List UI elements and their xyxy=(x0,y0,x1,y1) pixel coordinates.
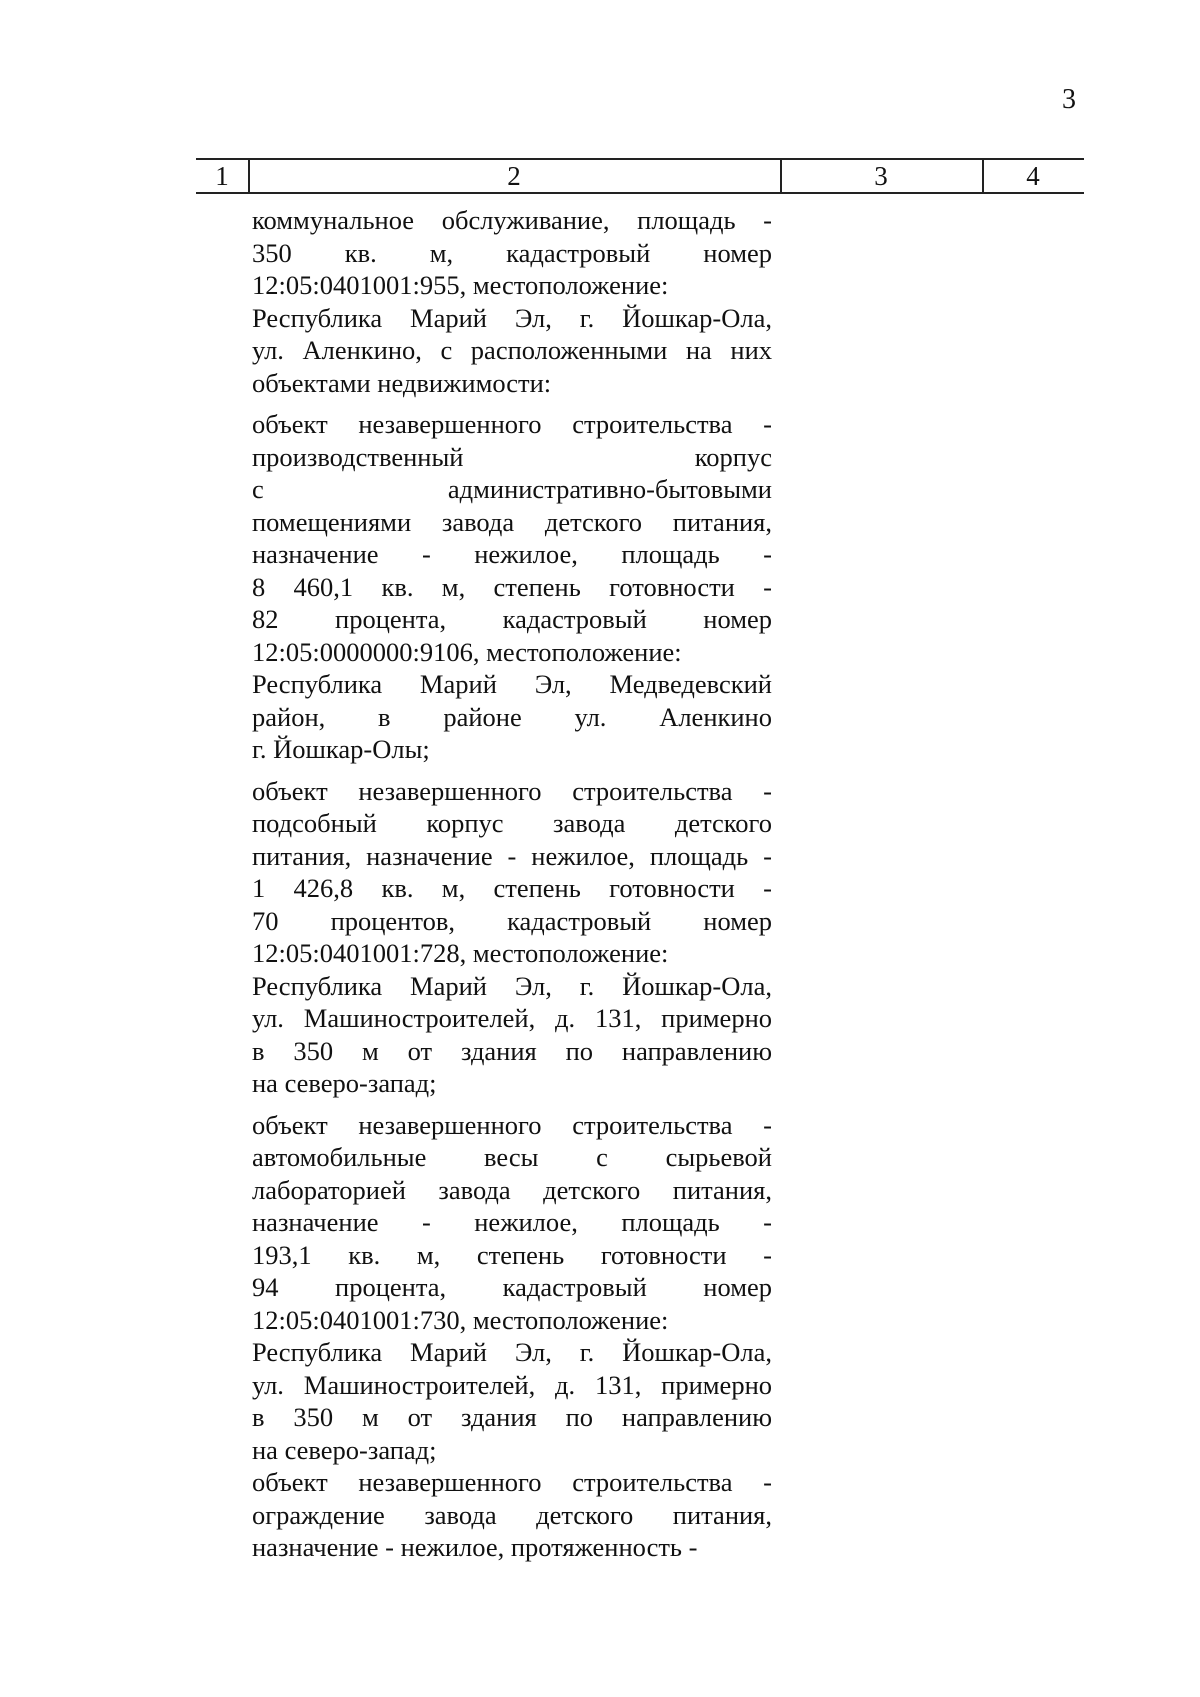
text-line: в 350 м от здания по направлению xyxy=(252,1035,772,1066)
column-header-3: 3 xyxy=(874,161,888,191)
text-line: 193,1 кв. м, степень готовности - xyxy=(252,1239,772,1270)
text-line: объектами недвижимости: xyxy=(252,367,552,398)
text-line: с административно-бытовыми xyxy=(252,474,772,504)
table-header xyxy=(196,158,1084,194)
text-line: 82 процента, кадастровый номер xyxy=(252,604,772,634)
text-line: назначение - нежилое, протяженность - xyxy=(252,1532,698,1562)
text-line: 12:05:0401001:955, местоположение: xyxy=(252,270,669,300)
text-line: объект незавершенного строительства - xyxy=(252,775,772,806)
text-line: подсобный корпус завода детского xyxy=(252,808,772,838)
text-line: 12:05:0401001:730, местоположение: xyxy=(252,1304,669,1335)
paragraph xyxy=(252,204,772,399)
text-line: объект незавершенного строительства - xyxy=(252,1467,772,1497)
text-line: лабораторией завода детского питания, xyxy=(252,1174,772,1205)
paragraph xyxy=(252,775,772,1100)
text-line: г. Йошкар-Олы; xyxy=(252,734,430,764)
column-divider xyxy=(248,160,250,192)
text-line: Республика Марий Эл, г. Йошкар-Ола, xyxy=(252,970,772,1001)
text-line: 70 процентов, кадастровый номер xyxy=(252,905,772,936)
text-line: 1 426,8 кв. м, степень готовности - xyxy=(252,873,772,903)
text-line: объект незавершенного строительства - xyxy=(252,409,772,439)
column-header-2: 2 xyxy=(507,161,521,191)
text-line: автомобильные весы с сырьевой xyxy=(252,1142,772,1172)
text-line: питания, назначение - нежилое, площадь - xyxy=(252,840,772,871)
column-header-1: 1 xyxy=(215,161,229,191)
text-line: объект незавершенного строительства - xyxy=(252,1109,772,1140)
text-line: на северо-запад; xyxy=(252,1434,437,1465)
text-line: ул. Машиностроителей, д. 131, примерно xyxy=(252,1003,772,1033)
column-divider xyxy=(780,160,782,192)
text-line: Республика Марий Эл, г. Йошкар-Ола, xyxy=(252,302,772,333)
text-line: назначение - нежилое, площадь - xyxy=(252,1207,772,1237)
text-line: Республика Марий Эл, г. Йошкар-Ола, xyxy=(252,1337,772,1367)
column-divider xyxy=(982,160,984,192)
text-line: ограждение завода детского питания, xyxy=(252,1499,772,1530)
paragraph xyxy=(252,1109,772,1564)
column-header-4: 4 xyxy=(1026,161,1040,191)
paragraph xyxy=(252,408,772,766)
text-line: на северо-запад; xyxy=(252,1068,437,1098)
text-line: помещениями завода детского питания, xyxy=(252,506,772,537)
page-number: 3 xyxy=(1062,84,1076,115)
text-line: в 350 м от здания по направлению xyxy=(252,1402,772,1432)
text-line: 12:05:0401001:728, местоположение: xyxy=(252,938,669,968)
text-line: 12:05:0000000:9106, местоположение: xyxy=(252,636,682,667)
text-line: 350 кв. м, кадастровый номер xyxy=(252,237,772,268)
text-line: производственный корпус xyxy=(252,441,772,472)
text-line: назначение - нежилое, площадь - xyxy=(252,539,772,569)
text-line: Республика Марий Эл, Медведевский xyxy=(252,669,772,699)
text-line: район, в районе ул. Аленкино xyxy=(252,701,772,732)
text-line: 8 460,1 кв. м, степень готовности - xyxy=(252,571,772,602)
text-line: ул. Машиностроителей, д. 131, примерно xyxy=(252,1369,772,1400)
text-line: ул. Аленкино, с расположенными на них xyxy=(252,335,772,365)
document-body xyxy=(252,204,772,1573)
text-line: 94 процента, кадастровый номер xyxy=(252,1272,772,1302)
text-line: коммунальное обслуживание, площадь - xyxy=(252,205,772,235)
